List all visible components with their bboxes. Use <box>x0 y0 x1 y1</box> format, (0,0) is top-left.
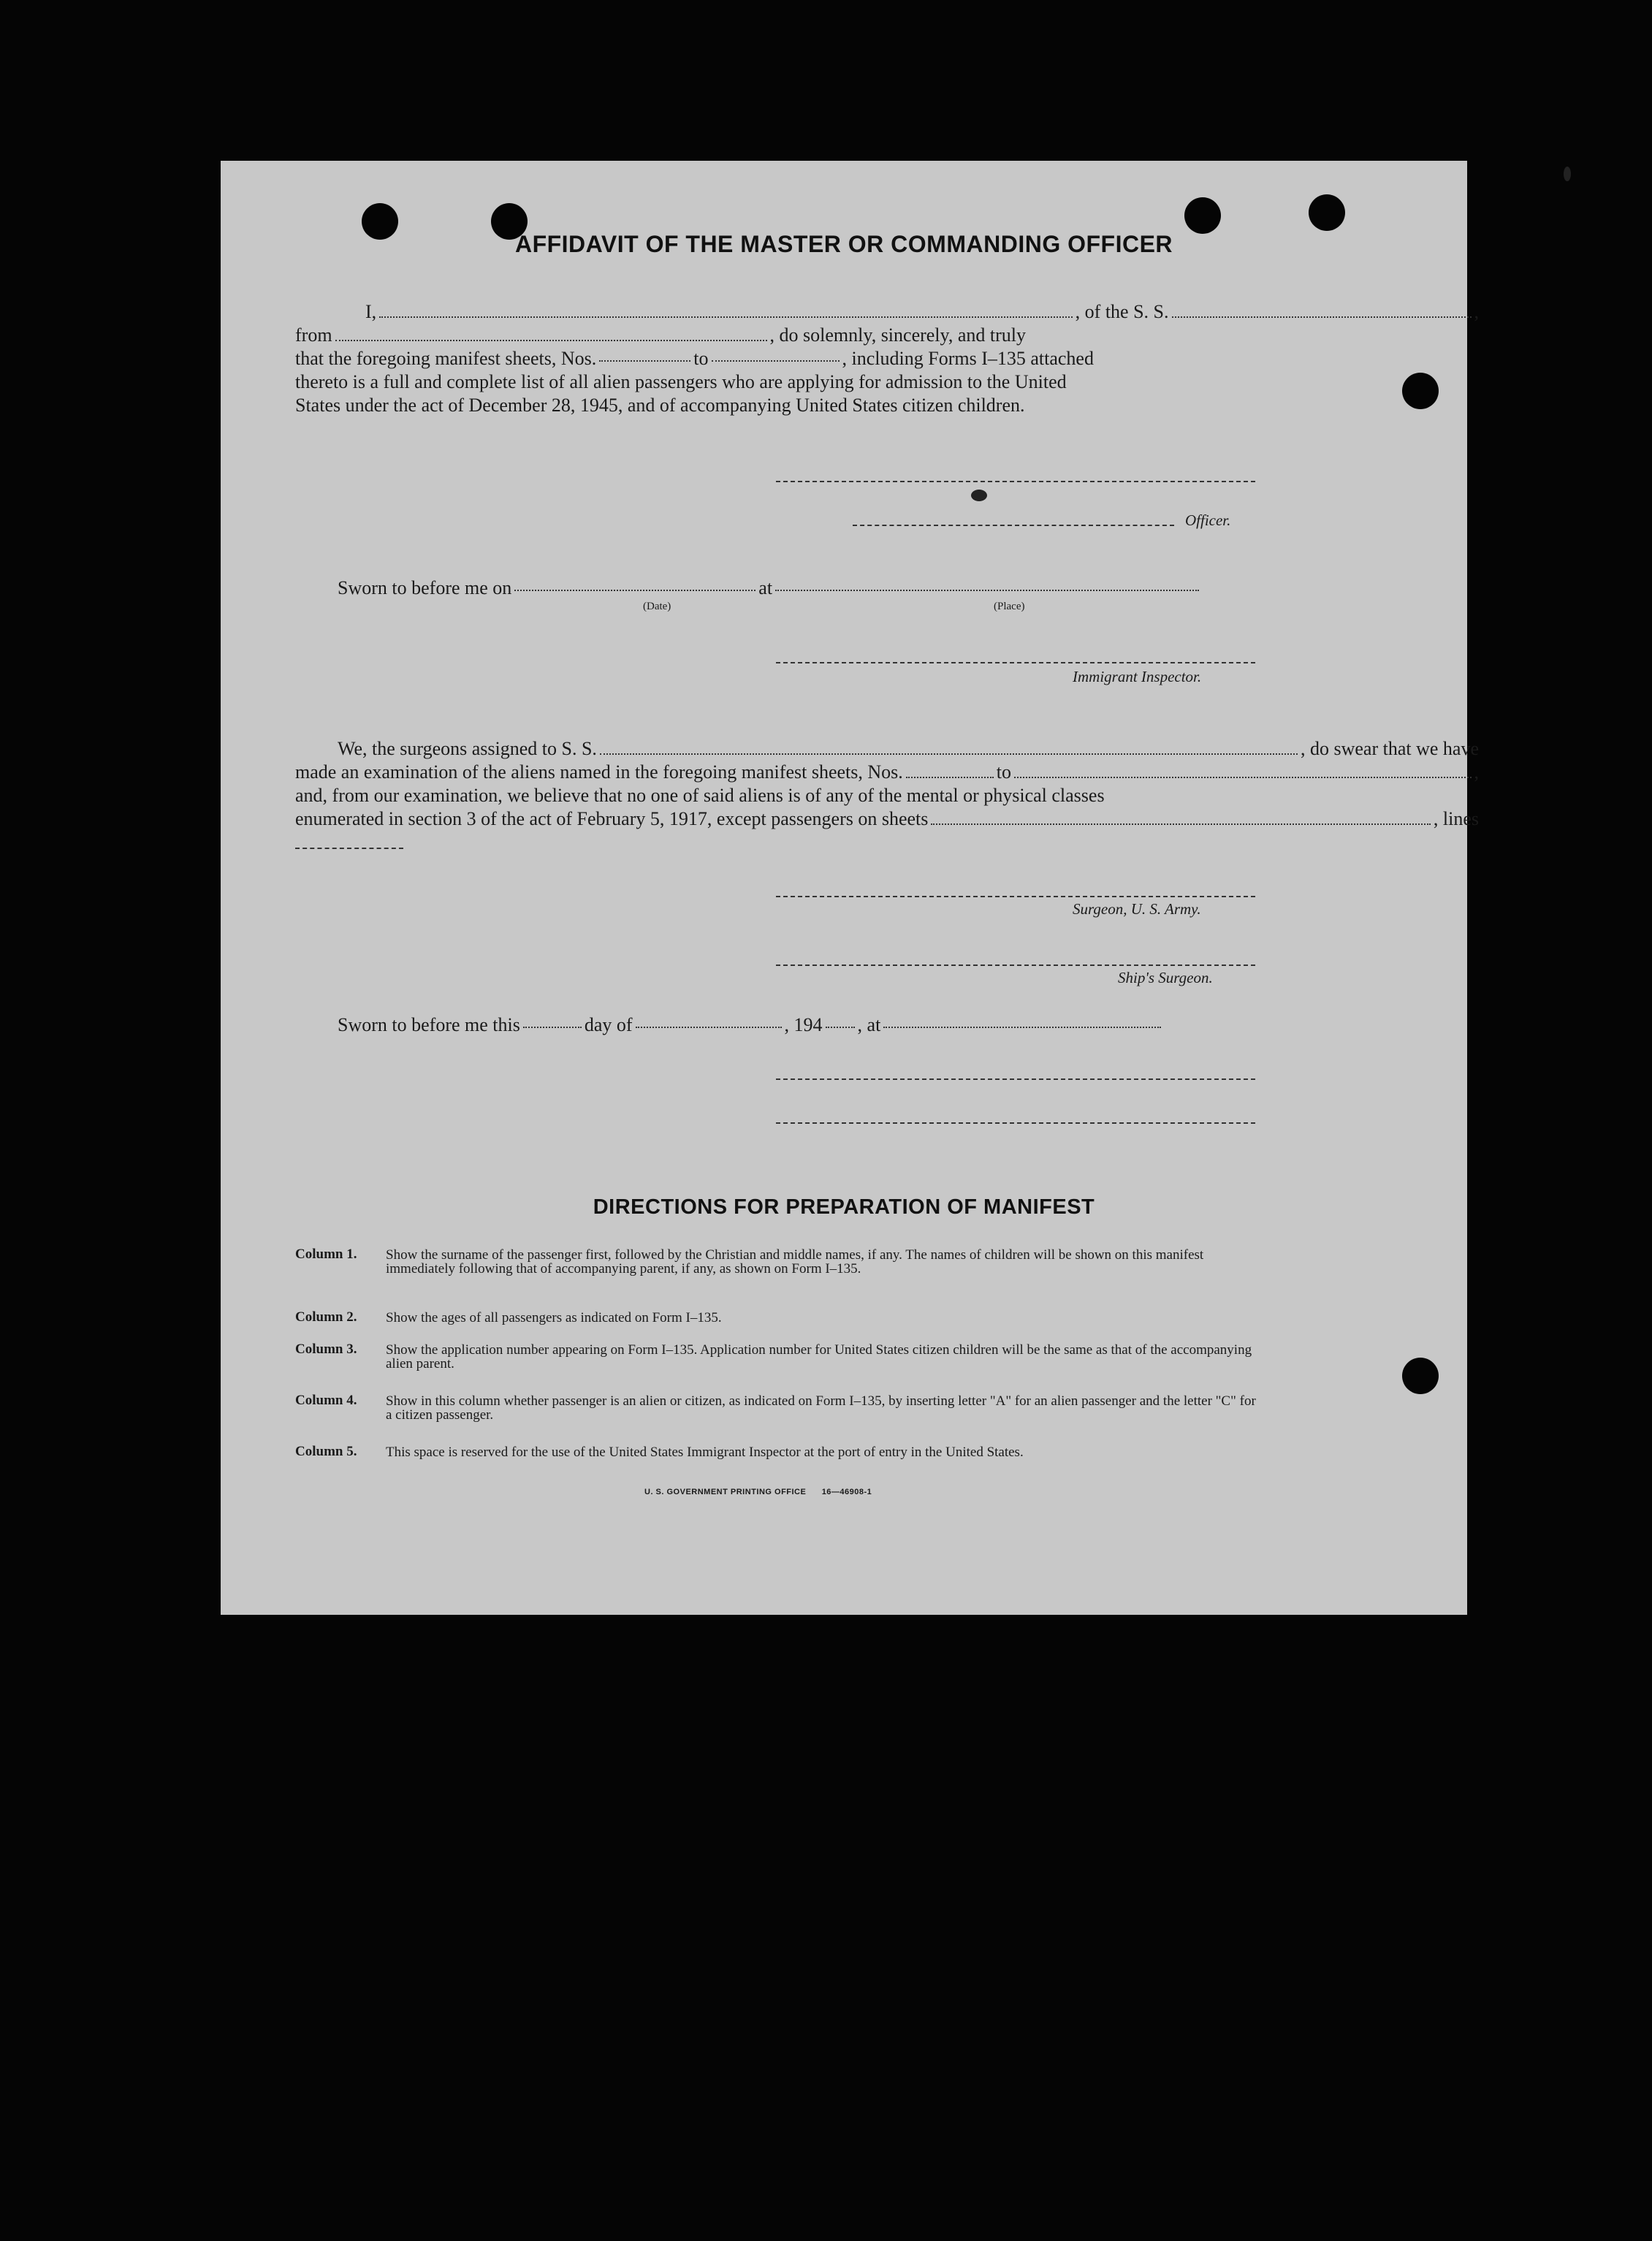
surgeon-comma: , <box>1474 761 1479 783</box>
affidavit-solemnly: , do solemnly, sincerely, and truly <box>769 324 1026 346</box>
affidavit-line-4: thereto is a full and complete list of all alien passengers who are applying for admission to the United <box>295 371 1067 392</box>
ship-name-field[interactable] <box>1172 316 1472 318</box>
except-sheets-field[interactable] <box>931 823 1430 825</box>
sworn2-at: , at <box>857 1014 881 1035</box>
ink-speck <box>971 490 987 501</box>
examination-text: made an examination of the aliens named in the foregoing manifest sheets, Nos. <box>295 761 903 783</box>
affidavit-line-5: States under the act of December 28, 1945, and of accompanying United States citizen children. <box>295 395 1025 416</box>
lines-text: , lines <box>1433 808 1479 829</box>
form-page <box>221 161 1479 1615</box>
punch-hole <box>1402 373 1439 409</box>
affidavit-line-3 <box>295 348 1094 370</box>
punch-hole <box>1184 197 1221 234</box>
surgeon-sheets-to-field[interactable] <box>1014 777 1472 778</box>
sworn2-day-field[interactable] <box>523 1027 582 1028</box>
sworn2-line <box>338 1014 1164 1036</box>
affidavit-of-ss: , of the S. S. <box>1075 301 1169 322</box>
date-caption: (Date) <box>643 601 671 612</box>
sworn2-month-field[interactable] <box>636 1027 782 1028</box>
sworn-line <box>338 577 1202 599</box>
surgeons-line-3: and, from our examination, we believe that no one of said aliens is of any of the mental or physical classes <box>295 785 1105 806</box>
sworn2-prefix: Sworn to before me this <box>338 1014 520 1035</box>
affidavit-line-1 <box>336 301 1479 323</box>
surgeons-assigned-text: We, the surgeons assigned to S. S. <box>338 738 597 759</box>
officer-signature-line-2[interactable] <box>776 1122 1255 1124</box>
ink-speck <box>1564 167 1571 181</box>
affidavit-line-2 <box>295 324 1026 346</box>
column-2-text: Show the ages of all passengers as indicated on Form I–135. <box>386 1310 722 1325</box>
do-swear-text: , do swear that we have <box>1300 738 1479 759</box>
punch-hole <box>1402 1358 1439 1394</box>
surgeon-to-text: to <box>996 761 1011 783</box>
punch-hole <box>1309 194 1345 231</box>
printing-office-footer <box>644 1488 872 1496</box>
affidavit-i: I, <box>365 301 377 322</box>
surgeons-line-2 <box>295 761 1479 783</box>
forms-attached-text: , including Forms I–135 attached <box>842 348 1094 369</box>
sworn-date-field[interactable] <box>514 590 755 591</box>
printing-office-text: U. S. GOVERNMENT PRINTING OFFICE <box>644 1488 807 1496</box>
master-signature-line[interactable] <box>776 481 1255 482</box>
column-5-label: Column 5. <box>295 1444 357 1459</box>
enumerated-text: enumerated in section 3 of the act of February 5, 1917, except passengers on sheets <box>295 808 929 829</box>
ship-surgeon-caption: Ship's Surgeon. <box>1118 969 1213 986</box>
surgeons-line-1 <box>295 738 1479 760</box>
sworn-prefix: Sworn to before me on <box>338 577 512 598</box>
inspector-signature-line[interactable] <box>776 662 1255 663</box>
surgeon-sheets-from-field[interactable] <box>906 777 994 778</box>
affidavit-title: AFFIDAVIT OF THE MASTER OR COMMANDING OFFICER <box>514 231 1173 257</box>
army-surgeon-signature-line[interactable] <box>776 896 1255 897</box>
day-of-text: day of <box>584 1014 633 1035</box>
inspector-caption: Immigrant Inspector. <box>1073 668 1202 685</box>
sworn2-year-field[interactable] <box>826 1027 855 1028</box>
affidavit-from: from <box>295 324 332 346</box>
sheets-to-field[interactable] <box>712 360 840 362</box>
from-port-field[interactable] <box>335 340 767 341</box>
column-1-label: Column 1. <box>295 1247 357 1262</box>
column-1-text: Show the surname of the passenger first, followed by the Christian and middle names, if any. The names of children will be shown on this manifest immediately following that of accompanying parent, if any, as shown on Form I–135. <box>386 1247 1204 1277</box>
ship-surgeon-signature-line[interactable] <box>776 964 1255 966</box>
manifest-sheets-text: that the foregoing manifest sheets, Nos. <box>295 348 597 369</box>
form-code-text: 16—46908-1 <box>821 1488 872 1496</box>
year-prefix: , 194 <box>784 1014 823 1035</box>
column-4-label: Column 4. <box>295 1393 357 1408</box>
lines-field[interactable] <box>295 848 403 849</box>
column-3-text: Show the application number appearing on Form I–135. Application number for United States citizen children will be the same as that of the accompanying alien parent. <box>386 1342 1252 1371</box>
officer-caption: Officer. <box>1185 511 1231 529</box>
to-text: to <box>693 348 709 369</box>
officer-title-line[interactable] <box>853 525 1174 526</box>
sworn-place-field[interactable] <box>775 590 1199 591</box>
sworn-at: at <box>758 577 773 598</box>
officer-signature-line-1[interactable] <box>776 1078 1255 1080</box>
surgeon-ship-field[interactable] <box>600 753 1298 755</box>
place-caption: (Place) <box>994 601 1025 612</box>
master-name-field[interactable] <box>379 316 1072 318</box>
column-3-label: Column 3. <box>295 1342 357 1357</box>
army-surgeon-caption: Surgeon, U. S. Army. <box>1073 900 1201 918</box>
directions-title: DIRECTIONS FOR PREPARATION OF MANIFEST <box>593 1195 1095 1219</box>
column-5-text: This space is reserved for the use of the United States Immigrant Inspector at the port of entry in the United States. <box>386 1445 1024 1460</box>
sworn2-place-field[interactable] <box>883 1027 1161 1028</box>
column-4-text: Show in this column whether passenger is an alien or citizen, as indicated on Form I–135, by inserting letter "A" for an alien passenger and the letter "C" for a citizen passenger. <box>386 1393 1256 1423</box>
sheets-from-field[interactable] <box>599 360 690 362</box>
surgeons-line-4 <box>295 808 1479 830</box>
column-2-label: Column 2. <box>295 1309 357 1325</box>
affidavit-comma: , <box>1474 301 1479 322</box>
